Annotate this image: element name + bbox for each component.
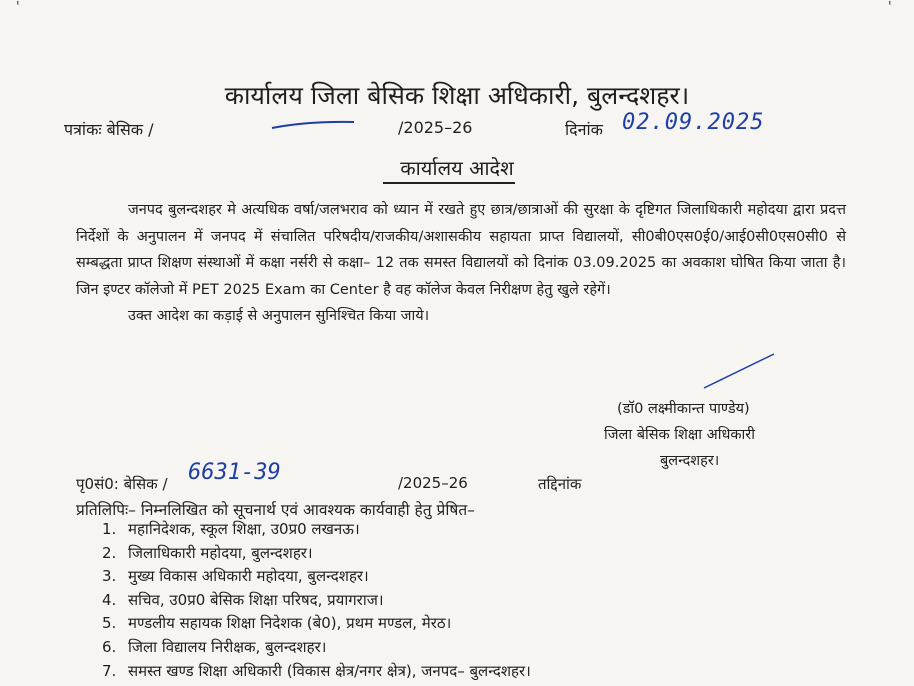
pu-year: /2025–26 [398,474,468,492]
cc-heading: प्रतिलिपिः– निम्नलिखित को सूचनार्थ एवं आवश्यक कार्यवाही हेतु प्रेषित– [76,501,475,519]
signature-mark [700,350,780,392]
list-item: 1. महानिदेशक, स्कूल शिक्षा, उ0प्र0 लखनऊ। [102,520,360,538]
signatory-designation: जिला बेसिक शिक्षा अधिकारी [604,427,755,443]
compliance-line: उक्त आदेश का कड़ाई से अनुपालन सुनिश्चित किया जाये। [128,308,430,324]
signatory-name: (डॉ0 लक्ष्मीकान्त पाण्डेय) [617,401,750,417]
date-handwritten: 02.09.2025 [622,110,765,135]
list-item: 2. जिलाधिकारी महोदया, बुलन्दशहर। [102,543,313,562]
list-item: 4. सचिव, उ0प्र0 बेसिक शिक्षा परिषद, प्रयागराज। [102,590,384,609]
order-body [76,197,846,330]
patrank-label: पत्रांकः बेसिक / [64,120,154,139]
order-title: कार्यालय आदेश [400,156,514,180]
handwritten-dash [268,118,358,132]
date-label: दिनांक [565,120,603,139]
pu-date: तद्दिनांक [538,475,582,493]
office-title: कार्यालय जिला बेसिक शिक्षा अधिकारी, बुलन्दशहर। [224,81,690,110]
corner-mark-right: ' [888,0,892,15]
patrank-year: /2025–26 [398,118,473,137]
pu-label: पृ0सं0: बेसिक / [76,475,168,493]
list-item: 3. मुख्य विकास अधिकारी महोदया, बुलन्दशहर। [102,567,369,586]
pu-number-handwritten: 6631-39 [188,460,281,485]
order-title-underline [383,182,515,184]
list-item: 5. मण्डलीय सहायक शिक्षा निदेशक (बे0), प्रथम मण्डल, मेरठ। [102,614,452,633]
signatory-place: बुलन्दशहर। [660,453,720,469]
list-item: 7. समस्त खण्ड शिक्षा अधिकारी (विकास क्षेत्र/नगर क्षेत्र), जनपद– बुलन्दशहर। [102,661,531,680]
cc-list [102,518,531,683]
list-item: 6. जिला विद्यालय निरीक्षक, बुलन्दशहर। [102,637,327,656]
body-paragraph: जनपद बुलन्दशहर मे अत्यधिक वर्षा/जलभराव को ध्यान में रखते हुए छात्र/छात्राओं की सुरक्षा के दृष्टिगत जिलाधिकारी महोदया द्वारा प्रदत्त निर्देशों के अनुपालन में जनपद में संचालित परिषदीय/राजकीय/अशासकीय सहायता प्राप्त विद्यालयों, सी0बी0एस0ई0/आई0सी0एस0सी0 से सम्बद्धता प्राप्त शिक्षण संस्थाओं में कक्षा नर्सरी से कक्षा– 12 तक समस्त विद्यालयों को दिनांक 03.09.2025 का अवकाश घोषित किया जाता है। जिन इण्टर कॉलेजो में PET 2025 Exam का Center है वह कॉलेज केवल निरीक्षण हेतु खुले रहेगें। [76,202,846,298]
corner-mark-left: ' [16,0,20,15]
